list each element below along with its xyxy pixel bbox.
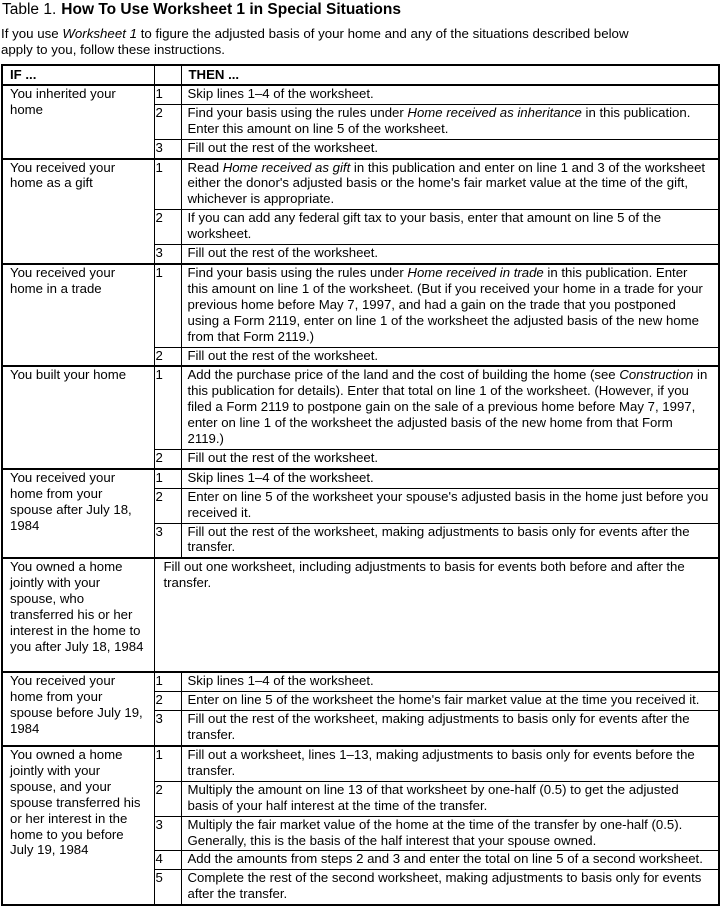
table-row (2, 746, 719, 781)
instruction-cell (181, 870, 719, 905)
italic-reference-text: Worksheet 1 (62, 26, 137, 41)
instruction-cell (181, 781, 719, 816)
if-cell: You owned a home jointly with your spouse, who transferred his or her interest in the home to you after July 18, 1984 (2, 558, 154, 672)
instruction-cell (181, 449, 719, 468)
step-number-cell: 2 (154, 488, 181, 523)
step-column-header (154, 65, 181, 85)
table-body (2, 85, 719, 905)
instruction-cell (181, 488, 719, 523)
text-run: Enter on line 5 of the worksheet your spouse's adjusted basis in the home just before you received it. (187, 488, 709, 520)
table-row (2, 85, 719, 104)
instruction-cell (181, 245, 719, 264)
instruction-cell (181, 104, 719, 139)
step-number-cell: 1 (154, 85, 181, 104)
text-run: Add the amounts from steps 2 and 3 and enter the total on line 5 of a second worksheet. (187, 851, 703, 867)
step-number-cell: 3 (154, 139, 181, 158)
text-run: apply to you, follow these instructions. (1, 42, 225, 57)
instruction-cell (181, 139, 719, 158)
instruction-cell (181, 672, 719, 691)
text-run: Fill out the rest of the worksheet, making adjustments to basis only for events after the transfer. (187, 711, 690, 743)
instruction-cell (181, 816, 719, 851)
text-run: in this publication. Enter this amount on line 5 of the worksheet. (187, 104, 691, 136)
step-number-cell: 2 (154, 210, 181, 245)
table-row (2, 264, 719, 347)
instruction-cell (181, 746, 719, 781)
merged-instruction-cell (154, 558, 719, 672)
text-run: Multiply the amount on line 13 of that worksheet by one-half (0.5) to get the adjusted basis of your half interest at the time of the transfer. (187, 781, 679, 813)
instruction-cell (181, 210, 719, 245)
text-run: to figure the adjusted basis of your home and any of the situations described below (137, 26, 629, 41)
step-number-cell: 3 (154, 711, 181, 746)
text-run: Fill out one worksheet, including adjustments to basis for events both before and after the transfer. (163, 559, 685, 591)
step-number-cell: 1 (154, 672, 181, 691)
text-run: Read (187, 159, 223, 175)
text-run: If you can add any federal gift tax to your basis, enter that amount on line 5 of the worksheet. (187, 210, 662, 242)
instruction-cell (181, 85, 719, 104)
text-run: Skip lines 1–4 of the worksheet. (187, 469, 374, 485)
text-run: Complete the rest of the second worksheet, making adjustments to basis only for events after the transfer. (187, 870, 702, 902)
instruction-cell (181, 159, 719, 210)
text-run: Enter on line 5 of the worksheet the home's fair market value at the time you received it. (187, 692, 700, 708)
text-run: Multiply the fair market value of the home at the time of the transfer by one-half (0.5). Generally, this is the basis of the half interest that your spouse owned. (187, 816, 683, 848)
table-number-label: Table 1. (2, 1, 57, 18)
special-situations-table (1, 64, 720, 906)
if-cell: You built your home (2, 366, 154, 468)
table-row (2, 469, 719, 488)
step-number-cell: 4 (154, 851, 181, 870)
table-row (2, 159, 719, 210)
text-run: Fill out a worksheet, lines 1–13, making adjustments to basis only for events before the transfer. (187, 747, 695, 778)
step-number-cell: 1 (154, 746, 181, 781)
text-run: Fill out the rest of the worksheet. (187, 139, 379, 155)
step-number-cell: 2 (154, 781, 181, 816)
table-title-text: How To Use Worksheet 1 in Special Situations (61, 1, 401, 18)
text-run: Find your basis using the rules under (187, 104, 408, 120)
text-run: Fill out the rest of the worksheet. (187, 245, 379, 261)
step-number-cell: 2 (154, 692, 181, 711)
table-row (2, 672, 719, 691)
instruction-cell (181, 523, 719, 558)
step-number-cell: 1 (154, 366, 181, 449)
step-number-cell: 2 (154, 449, 181, 468)
page-title (2, 1, 721, 19)
if-cell: You owned a home jointly with your spouse, and your spouse transferred his or her interest in the home to you before July 19, 1984 (2, 746, 154, 905)
text-run: Skip lines 1–4 of the worksheet. (187, 673, 374, 689)
if-cell: You received your home from your spouse before July 19, 1984 (2, 672, 154, 746)
text-run: Fill out the rest of the worksheet. (187, 347, 379, 363)
step-number-cell: 1 (154, 264, 181, 347)
if-cell: You received your home from your spouse after July 18, 1984 (2, 469, 154, 559)
step-number-cell: 5 (154, 870, 181, 905)
italic-reference-text: Home received in trade (407, 264, 544, 280)
text-run: Find your basis using the rules under (187, 264, 408, 280)
italic-reference-text: Construction (619, 367, 694, 383)
intro-text (1, 26, 713, 58)
step-number-cell: 3 (154, 245, 181, 264)
text-run: in this publication for details). Enter that total on line 1 of the worksheet. (However, if you filed a Form 2119 to postpone gain on the sale of a previous home before May 7, 1997, enter on line 1 of the worksheet the adjusted basis of the new home from that Form 2119.) (187, 367, 708, 447)
instruction-cell (181, 366, 719, 449)
italic-reference-text: Home received as inheritance (407, 104, 582, 120)
if-cell: You inherited your home (2, 85, 154, 159)
if-column-header: IF ... (2, 65, 154, 85)
step-number-cell: 1 (154, 469, 181, 488)
step-number-cell: 3 (154, 523, 181, 558)
step-number-cell: 1 (154, 159, 181, 210)
instruction-cell (181, 692, 719, 711)
table-row (2, 366, 719, 449)
text-run: in this publication and enter on line 1 and 3 of the worksheet either the donor's adjusted basis or the home's fair market value at the time of the gift, whichever is appropriate. (187, 159, 706, 207)
text-run: If you use (1, 26, 63, 41)
instruction-cell (181, 851, 719, 870)
instruction-cell (181, 264, 719, 347)
then-column-header: THEN ... (181, 65, 719, 85)
text-run: Fill out the rest of the worksheet, making adjustments to basis only for events after the transfer. (187, 523, 690, 555)
if-cell: You received your home in a trade (2, 264, 154, 366)
table-header-row (2, 65, 719, 85)
text-run: Skip lines 1–4 of the worksheet. (187, 85, 374, 101)
text-run: Fill out the rest of the worksheet. (187, 449, 379, 465)
step-number-cell: 2 (154, 104, 181, 139)
if-cell: You received your home as a gift (2, 159, 154, 264)
text-run: in this publication. Enter this amount on line 1 of the worksheet. (But if you received your home in a trade for your previous home before May 7, 1997, and had a gain on the trade that you postponed using a Form 2119, enter on line 1 of the worksheet the adjusted basis of the new home from that Form 2119.) (187, 264, 703, 344)
text-run: Add the purchase price of the land and the cost of building the home (see (187, 367, 620, 383)
step-number-cell: 3 (154, 816, 181, 851)
italic-reference-text: Home received as gift (222, 159, 351, 175)
step-number-cell: 2 (154, 347, 181, 366)
instruction-cell (181, 347, 719, 366)
instruction-cell (181, 711, 719, 746)
instruction-cell (181, 469, 719, 488)
table-row (2, 558, 719, 672)
